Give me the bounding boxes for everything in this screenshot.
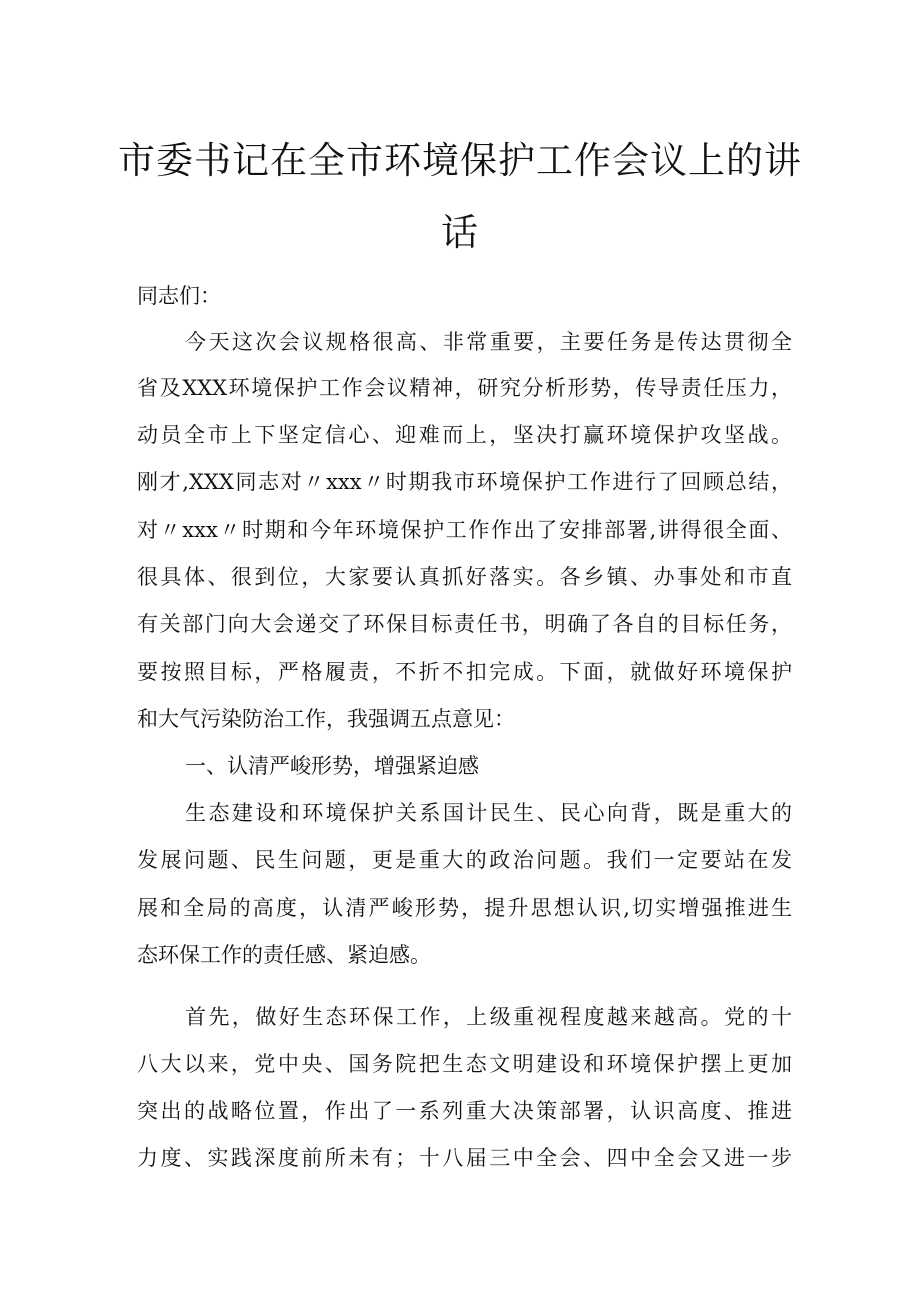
paragraph-line: 突出的战略位置，作出了一系列重大决策部署，认识高度、推进 — [137, 1099, 792, 1123]
paragraph-line: 要按照目标，严格履责，不折不扣完成。下面，就做好环境保护 — [137, 660, 792, 684]
paragraph-line: 和大气污染防治工作，我强调五点意见： — [137, 707, 515, 731]
paragraph-line: 对〃xxx〃时期和今年环境保护工作作出了安排部署,讲得很全面、 — [137, 518, 792, 542]
paragraph-line: 有关部门向大会递交了环保目标责任书，明确了各自的目标任务， — [137, 612, 792, 636]
paragraph-line: 刚才,XXX同志对〃xxx〃时期我市环境保护工作进行了回顾总结， — [137, 470, 792, 494]
paragraph-line: 生态建设和环境保护关系国计民生、民心向背，既是重大的 — [185, 801, 792, 825]
paragraph-line: 首先，做好生态环保工作，上级重视程度越来越高。党的十 — [185, 1005, 792, 1029]
paragraph-line: 省及XXX环境保护工作会议精神，研究分析形势，传导责任压力， — [137, 376, 792, 400]
section-heading-1: 一、认清严峻形势，增强紧迫感 — [185, 754, 479, 778]
paragraph-line: 力度、实践深度前所未有；十八届三中全会、四中全会又进一步 — [137, 1146, 792, 1170]
document-title-line1: 市委书记在全市环境保护工作会议上的讲 — [118, 139, 802, 182]
salutation: 同志们： — [137, 284, 221, 308]
paragraph-line: 今天这次会议规格很高、非常重要，主要任务是传达贯彻全 — [185, 330, 792, 354]
paragraph-line: 展和全局的高度，认清严峻形势，提升思想认识,切实增强推进生 — [137, 896, 792, 920]
paragraph-line: 很具体、很到位，大家要认真抓好落实。各乡镇、办事处和市直 — [137, 565, 792, 589]
paragraph-line: 发展问题、民生问题，更是重大的政治问题。我们一定要站在发 — [137, 848, 792, 872]
document-title-line2: 话 — [441, 211, 479, 254]
paragraph-line: 态环保工作的责任感、紧迫感。 — [137, 943, 431, 967]
paragraph-line: 八大以来，党中央、国务院把生态文明建设和环境保护摆上更加 — [137, 1052, 792, 1076]
paragraph-line: 动员全市上下坚定信心、迎难而上，坚决打赢环境保护攻坚战。 — [137, 423, 792, 447]
